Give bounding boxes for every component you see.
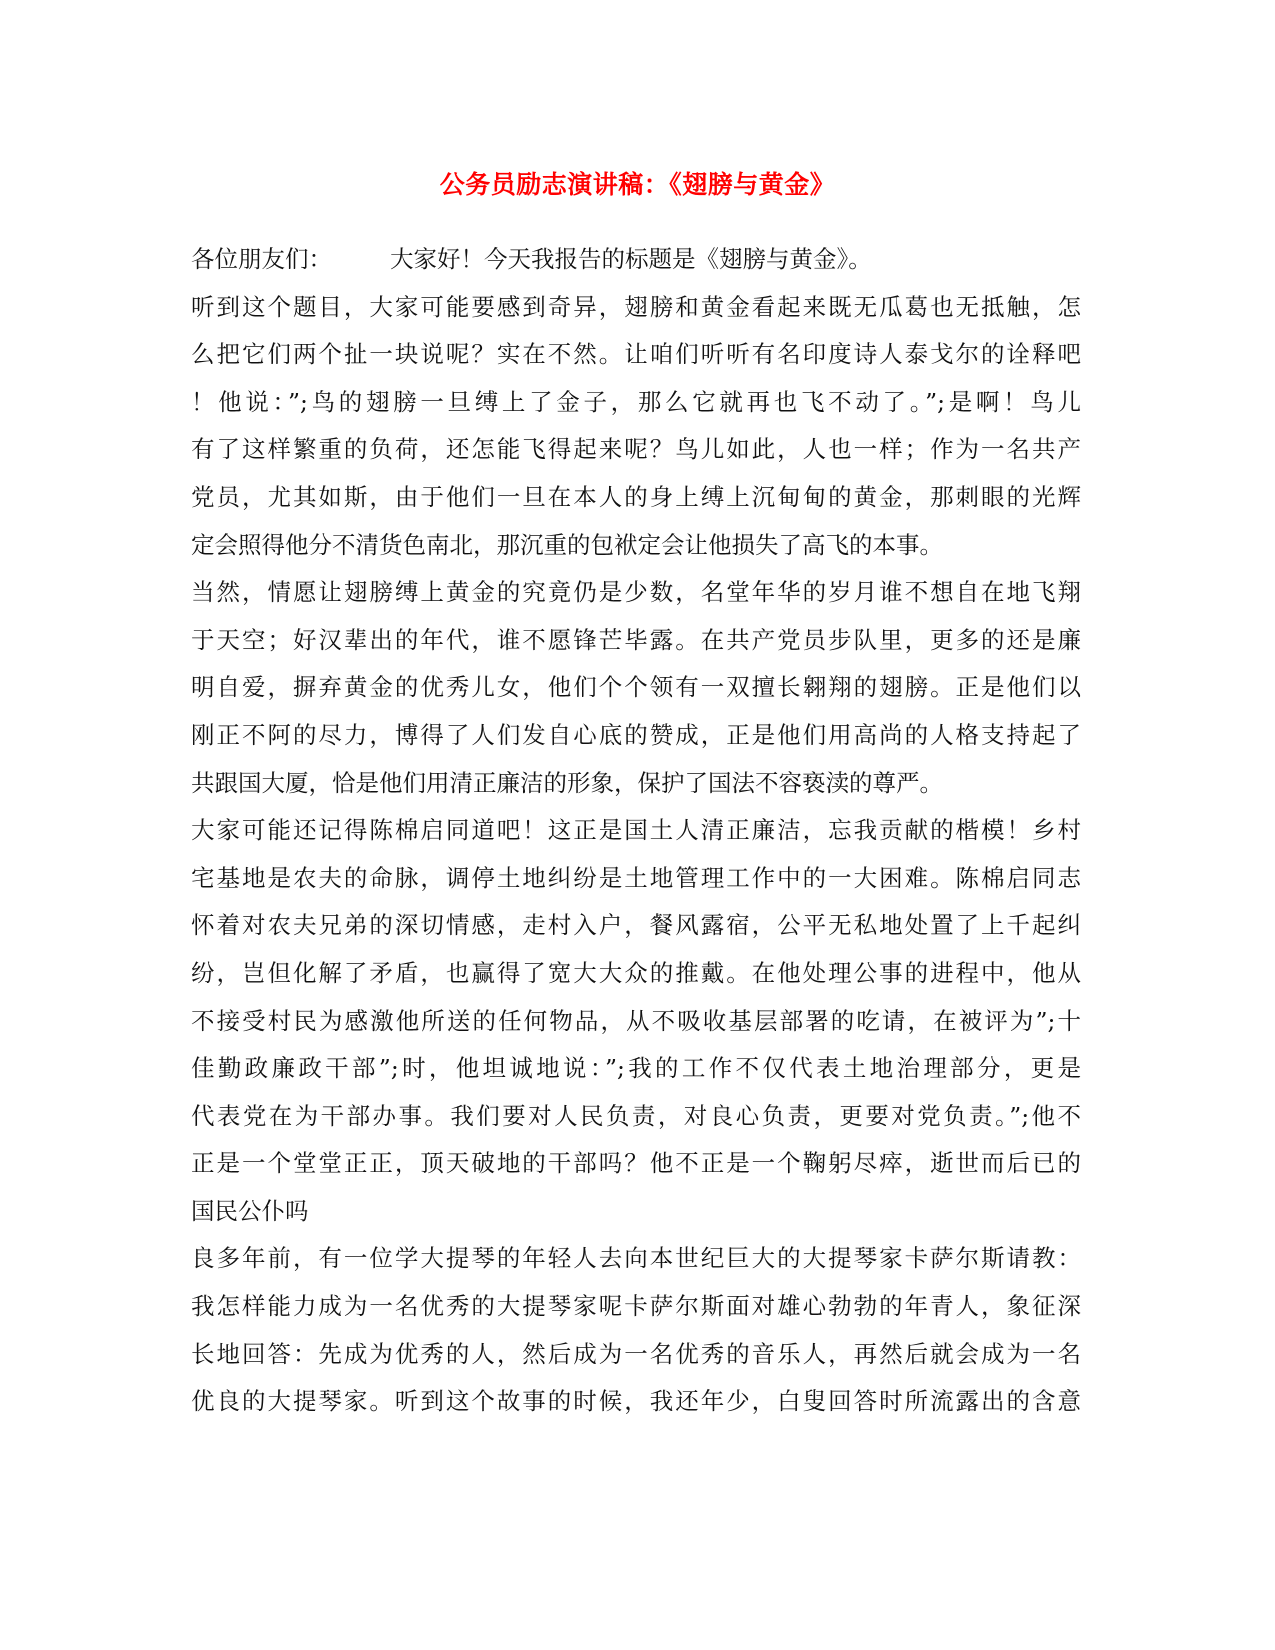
- text-line: 纷，岂但化解了矛盾，也赢得了宽大大众的推戴。在他处理公事的进程中，他从: [191, 958, 1081, 987]
- salutation: 各位朋友们：: [191, 245, 332, 273]
- document-body: [191, 236, 1081, 1426]
- text-line: 长地回答：先成为优秀的人，然后成为一名优秀的音乐人，再然后就会成为一名: [191, 1339, 1081, 1368]
- text-line: 国民公仆吗: [191, 1196, 309, 1225]
- text-line: 党员，尤其如斯，由于他们一旦在本人的身上缚上沉甸甸的黄金，那刺眼的光辉: [191, 482, 1081, 511]
- text-line: 宅基地是农夫的命脉，调停土地纠纷是土地管理工作中的一大困难。陈棉启同志: [191, 863, 1081, 892]
- text-line: 大家可能还记得陈棉启同道吧！这正是国土人清正廉洁，忘我贡献的楷模！乡村: [191, 816, 1081, 845]
- text-line: 共跟国大厦，恰是他们用清正廉洁的形象，保护了国法不容亵渎的尊严。: [191, 768, 943, 797]
- text-line: 当然，情愿让翅膀缚上黄金的究竟仍是少数，名堂年华的岁月谁不想自在地飞翔: [191, 578, 1081, 607]
- text-line: 有了这样繁重的负荷，还怎能飞得起来呢？鸟儿如此，人也一样；作为一名共产: [191, 435, 1081, 464]
- text-line: 代表党在为干部办事。我们要对人民负责，对良心负责，更要对党负责。”;他不: [191, 1101, 1081, 1130]
- text-line: 我怎样能力成为一名优秀的大提琴家呢卡萨尔斯面对雄心勃勃的年青人，象征深: [191, 1292, 1081, 1321]
- text-line: 刚正不阿的尽力，博得了人们发自心底的赞成，正是他们用高尚的人格支持起了: [191, 720, 1081, 749]
- text-line: 佳勤政廉政干部”;时，他坦诚地说：”;我的工作不仅代表土地治理部分，更是: [191, 1054, 1081, 1083]
- document-title: 公务员励志演讲稿：《翅膀与黄金》: [439, 170, 836, 199]
- text-line: 定会照得他分不清货色南北，那沉重的包袱定会让他损失了高飞的本事。: [191, 530, 943, 559]
- text-line: 听到这个题目，大家可能要感到奇异，翅膀和黄金看起来既无瓜葛也无抵触，怎: [191, 292, 1081, 321]
- text-line: 正是一个堂堂正正，顶天破地的干部吗？他不正是一个鞠躬尽瘁，逝世而后已的: [191, 1149, 1081, 1178]
- text-line: 良多年前，有一位学大提琴的年轻人去向本世纪巨大的大提琴家卡萨尔斯请教：: [191, 1244, 1081, 1273]
- salutation-line: [191, 236, 1081, 284]
- greeting: 大家好！今天我报告的标题是《翅膀与黄金》。: [390, 245, 872, 273]
- text-line: 怀着对农夫兄弟的深切情感，走村入户，餐风露宿，公平无私地处置了上千起纠: [191, 911, 1081, 940]
- text-line: 于天空；好汉辈出的年代，谁不愿锋芒毕露。在共产党员步队里，更多的还是廉: [191, 625, 1081, 654]
- text-line: 不接受村民为感激他所送的任何物品，从不吸收基层部署的吃请，在被评为”;十: [191, 1006, 1081, 1035]
- text-line: 么把它们两个扯一块说呢？实在不然。让咱们听听有名印度诗人泰戈尔的诠释吧: [191, 340, 1081, 369]
- text-line: 优良的大提琴家。听到这个故事的时候，我还年少，白叟回答时所流露出的含意: [191, 1387, 1081, 1416]
- text-line: ！他说：”;鸟的翅膀一旦缚上了金子，那么它就再也飞不动了。”;是啊！鸟儿: [191, 387, 1081, 416]
- text-line: 明自爱，摒弃黄金的优秀儿女，他们个个领有一双擅长翱翔的翅膀。正是他们以: [191, 673, 1081, 702]
